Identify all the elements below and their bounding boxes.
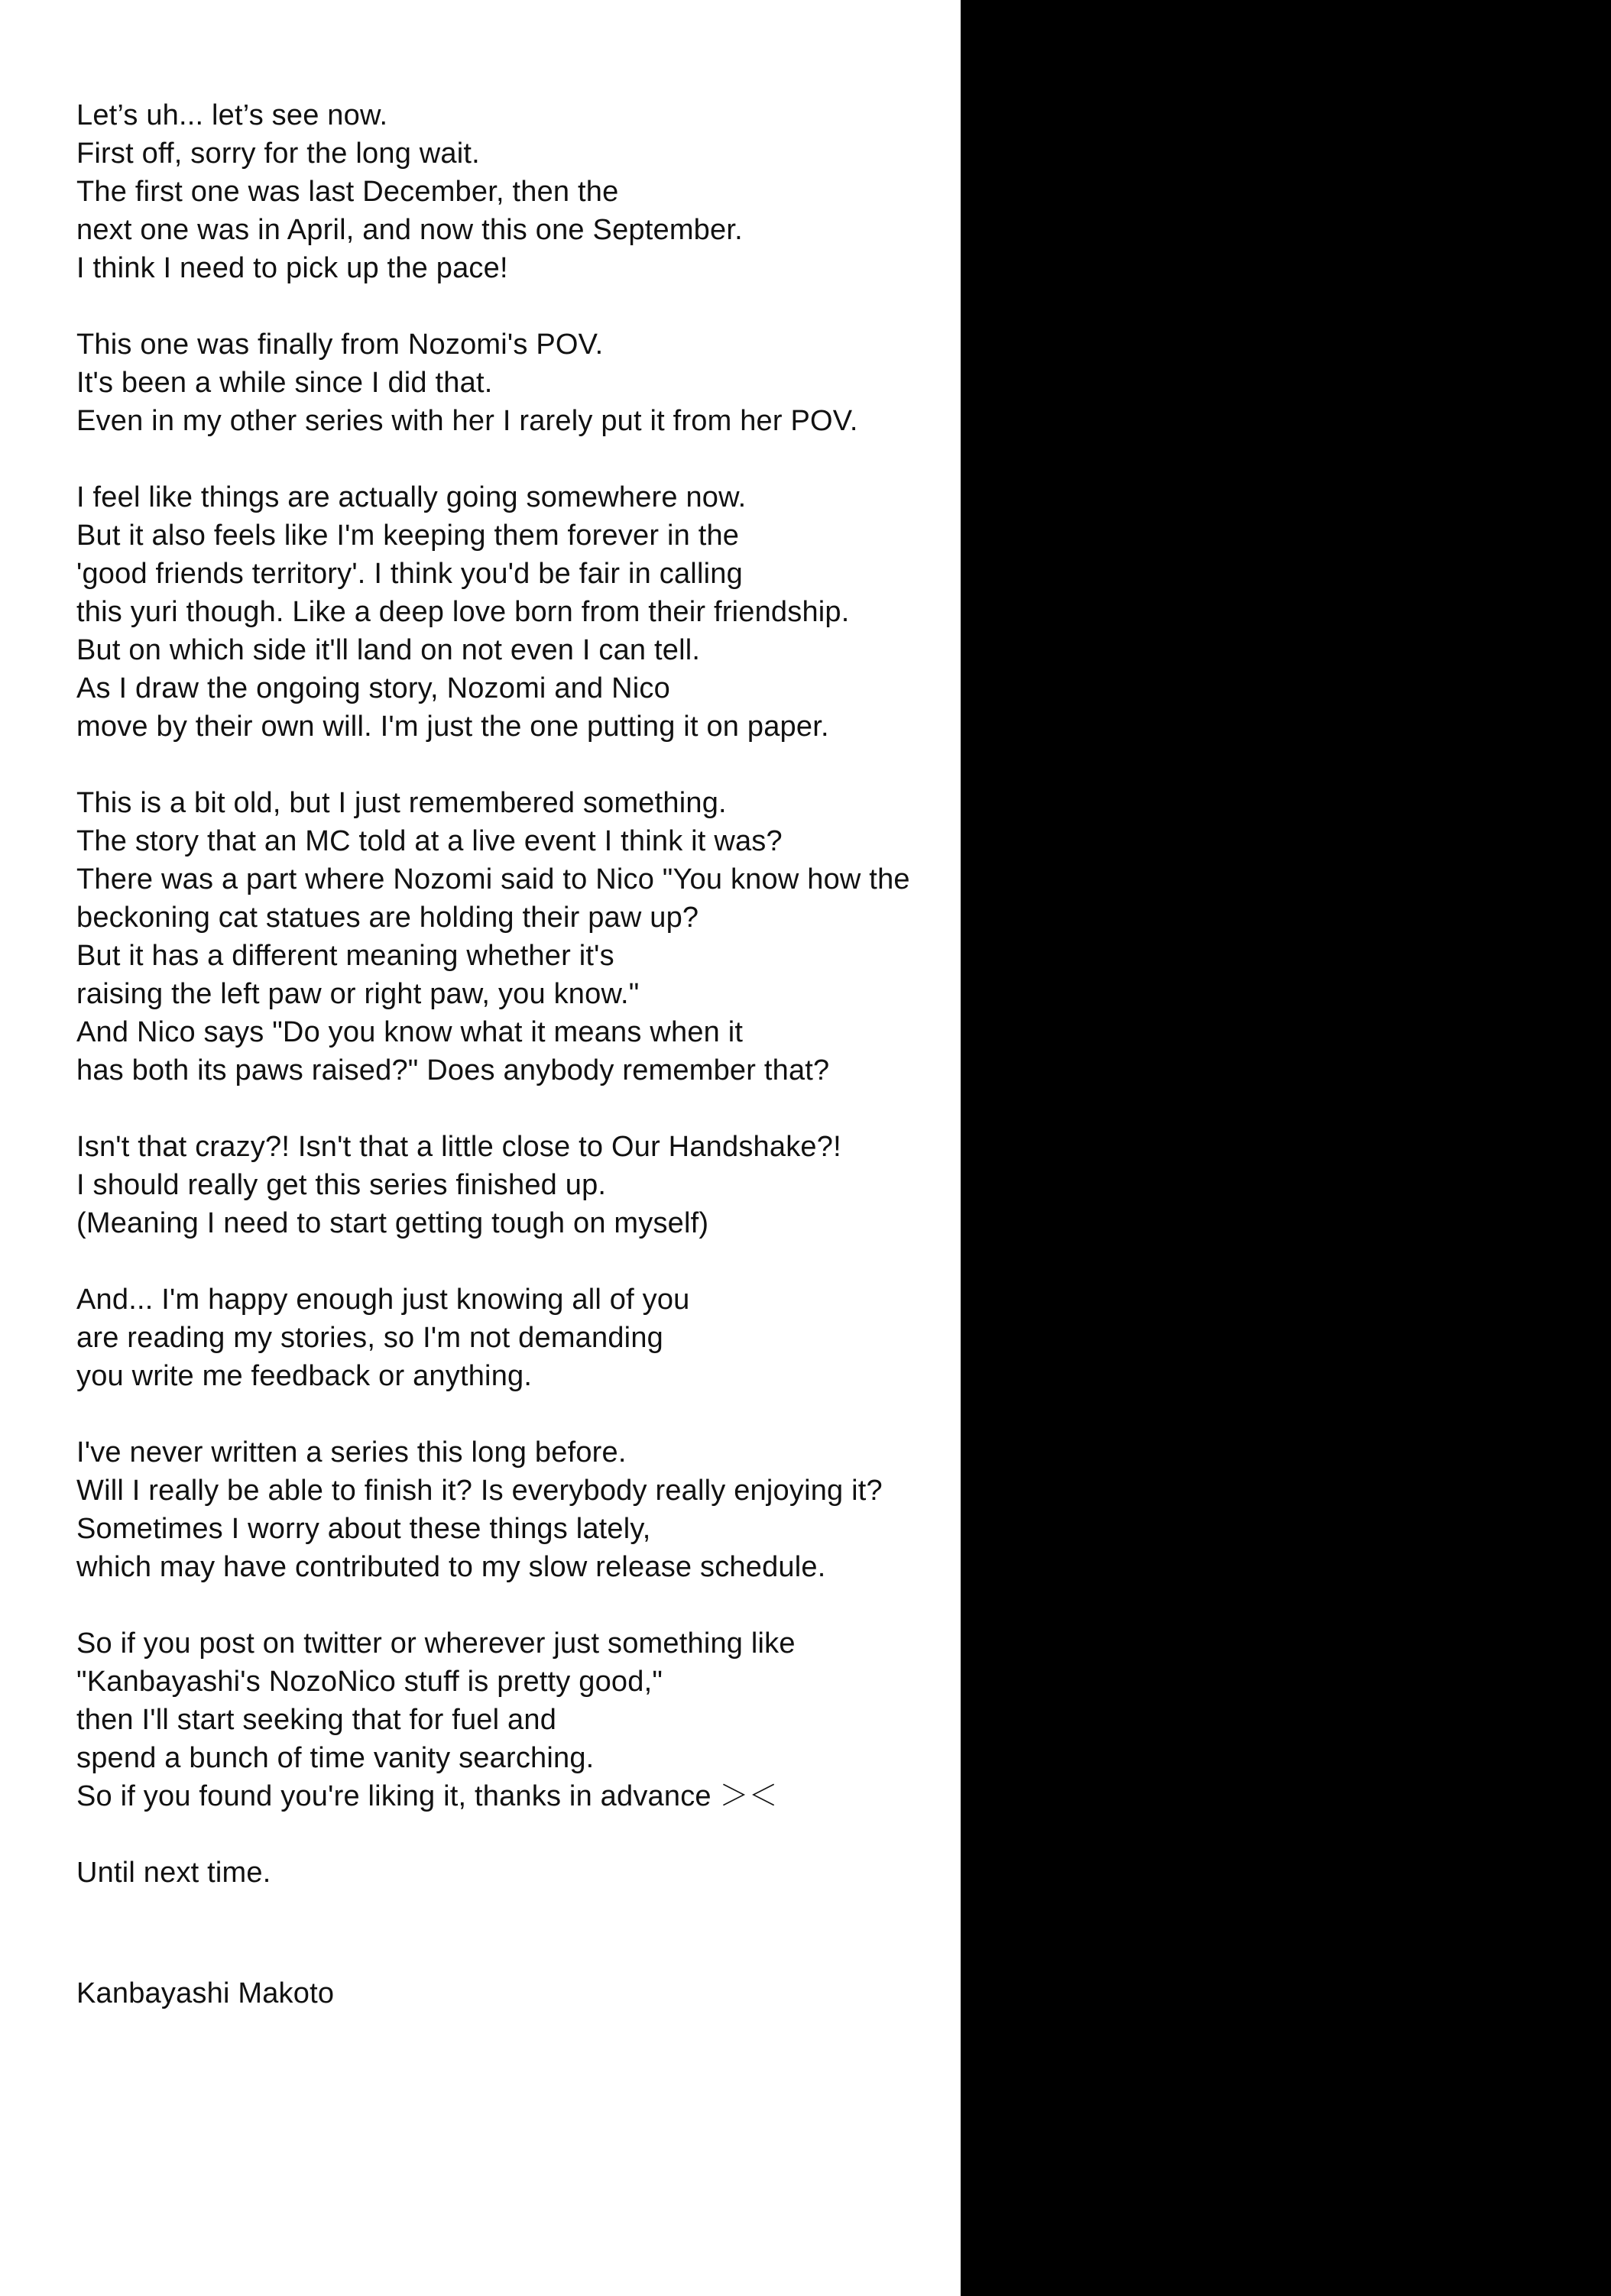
text-line: The story that an MC told at a live event I think it was? [76,825,783,857]
text-line: So if you post on twitter or wherever just something like [76,1627,796,1660]
text-line: "Kanbayashi's NozoNico stuff is pretty good," [76,1666,663,1698]
text-line: I feel like things are actually going somewhere now. [76,481,747,513]
paragraph-8 [76,1624,955,1815]
paragraph-2 [76,325,955,440]
text-line: you write me feedback or anything. [76,1360,533,1392]
text-line: Sometimes I worry about these things lately, [76,1513,651,1545]
text-line: This is a bit old, but I just remembered something. [76,787,727,819]
text-line: are reading my stories, so I'm not demanding [76,1322,663,1354]
text-line: The first one was last December, then the [76,176,619,208]
paragraph-1 [76,96,955,287]
text-line: 'good friends territory'. I think you'd be fair in calling [76,558,743,590]
text-line: Until next time. [76,1857,271,1889]
paragraph-closing [76,1854,955,1892]
text-line: this yuri though. Like a deep love born from their friendship. [76,596,850,628]
text-line: I've never written a series this long before. [76,1436,627,1469]
text-line: But on which side it'll land on not even I can tell. [76,634,701,666]
text-line: then I'll start seeking that for fuel and [76,1704,557,1736]
afterword-text [76,96,955,2051]
text-line: But it has a different meaning whether it's [76,940,614,972]
text-line: So if you found you're liking it, thanks in advance ＞＜ [76,1780,778,1812]
text-line: move by their own will. I'm just the one putting it on paper. [76,711,829,743]
author-signature [76,1974,955,2013]
text-line: I should really get this series finished up. [76,1169,607,1201]
signature-text: Kanbayashi Makoto [76,1977,335,2009]
text-line: raising the left paw or right paw, you know." [76,978,640,1010]
text-line: It's been a while since I did that. [76,367,493,399]
text-line: next one was in April, and now this one September. [76,214,743,246]
text-line: which may have contributed to my slow release schedule. [76,1551,826,1583]
text-line: This one was finally from Nozomi's POV. [76,329,604,361]
text-line: has both its paws raised?" Does anybody remember that? [76,1054,830,1086]
text-line: Let’s uh... let’s see now. [76,99,388,131]
text-line: There was a part where Nozomi said to Nico "You know how the [76,863,910,895]
text-line: As I draw the ongoing story, Nozomi and Nico [76,672,670,704]
text-line: And Nico says "Do you know what it means when it [76,1016,744,1048]
text-line: First off, sorry for the long wait. [76,138,480,170]
text-line: Even in my other series with her I rarely put it from her POV. [76,405,858,437]
text-line: And... I'm happy enough just knowing all of you [76,1284,690,1316]
text-line: Will I really be able to finish it? Is everybody really enjoying it? [76,1475,883,1507]
paragraph-5 [76,1128,955,1242]
text-line: beckoning cat statues are holding their paw up? [76,902,699,934]
black-side-panel [961,0,1611,2296]
text-line: (Meaning I need to start getting tough on myself) [76,1207,709,1239]
text-line: spend a bunch of time vanity searching. [76,1742,595,1774]
text-line: Isn't that crazy?! Isn't that a little close to Our Handshake?! [76,1131,841,1163]
text-line: I think I need to pick up the pace! [76,252,508,284]
text-line: But it also feels like I'm keeping them forever in the [76,520,740,552]
paragraph-6 [76,1281,955,1395]
paragraph-3 [76,478,955,746]
paragraph-7 [76,1433,955,1586]
paragraph-4 [76,784,955,1090]
